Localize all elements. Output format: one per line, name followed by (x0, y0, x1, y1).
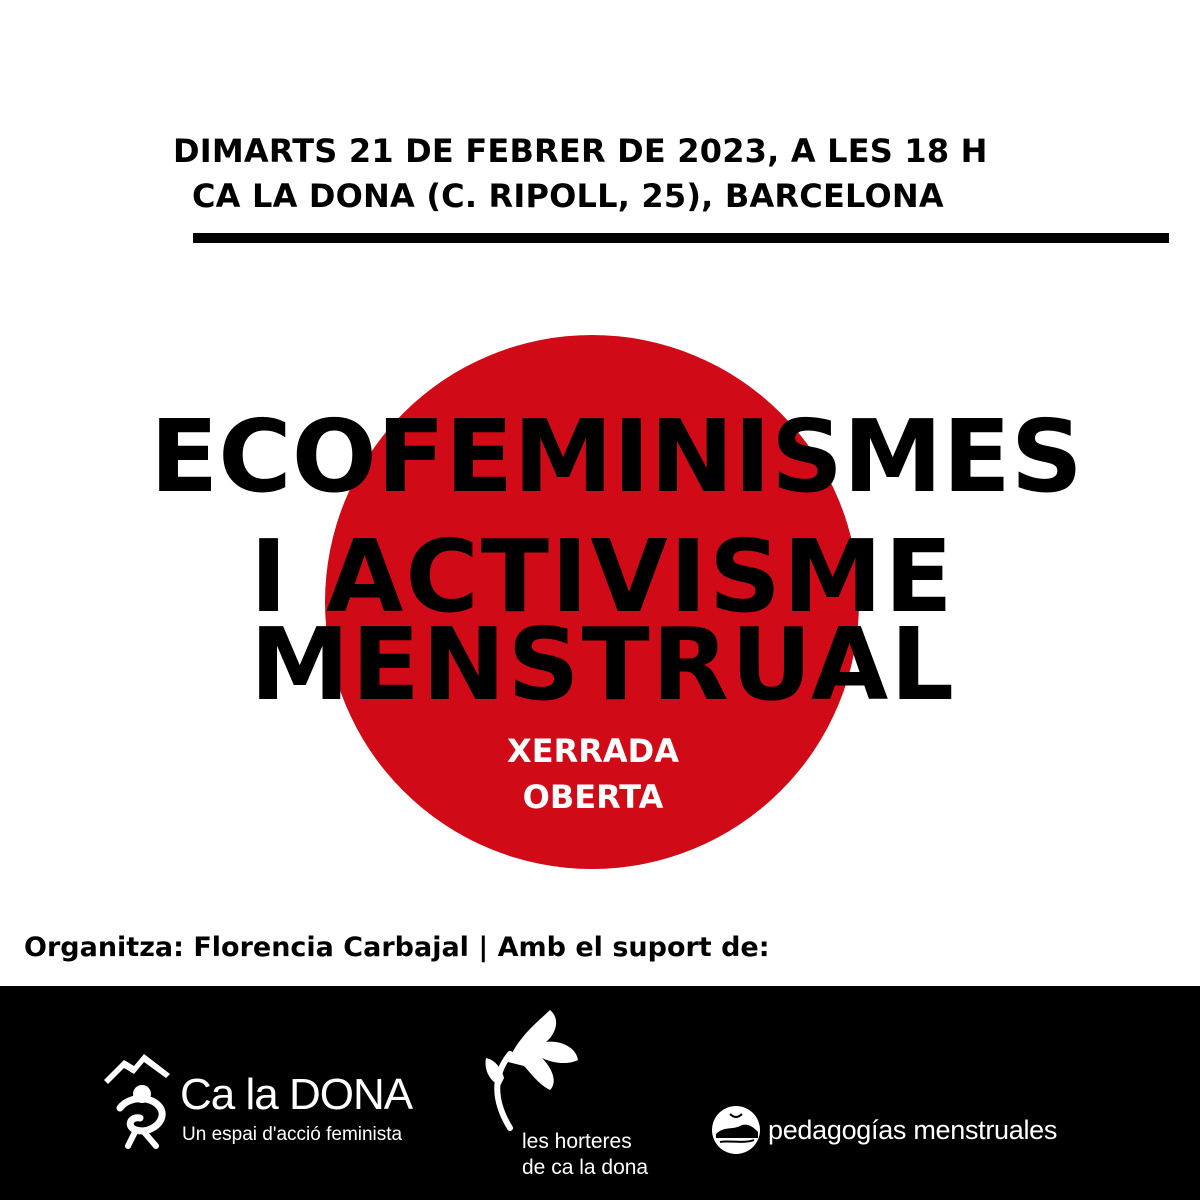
header-divider (193, 233, 1169, 243)
ca-la-dona-name: Ca la DONA (180, 1070, 413, 1119)
ca-la-dona-tagline: Un espai d'acció feminista (182, 1124, 403, 1145)
subtitle-line-2: OBERTA (522, 778, 664, 816)
title-line-1: ECOFEMINISMES (150, 398, 1083, 515)
subtitle-line-1: XERRADA (507, 732, 679, 770)
pedagogias-menstruales-logo (710, 1104, 1110, 1160)
event-venue: CA LA DONA (C. RIPOLL, 25), BARCELONA (192, 177, 944, 215)
organizer-credit: Organitza: Florencia Carbajal | Amb el suport de: (24, 932, 770, 963)
title-line-3: MENSTRUAL (250, 606, 956, 723)
house-figure-icon (100, 1046, 180, 1156)
ca-la-dona-logo (100, 1046, 440, 1156)
sponsor-band (0, 986, 1200, 1200)
pedagogias-name: pedagogías menstruales (768, 1115, 1058, 1145)
event-date-time: DIMARTS 21 DE FEBRER DE 2023, A LES 18 H (173, 132, 988, 170)
plant-icon (480, 1006, 590, 1131)
landscape-circle-icon (710, 1104, 762, 1156)
event-header (0, 0, 1200, 260)
horteres-line-2: de ca la dona (522, 1156, 649, 1179)
les-horteres-logo (480, 1006, 680, 1186)
horteres-line-1: les horteres (522, 1130, 632, 1153)
title-line-2: I ACTIVISME (250, 518, 955, 635)
